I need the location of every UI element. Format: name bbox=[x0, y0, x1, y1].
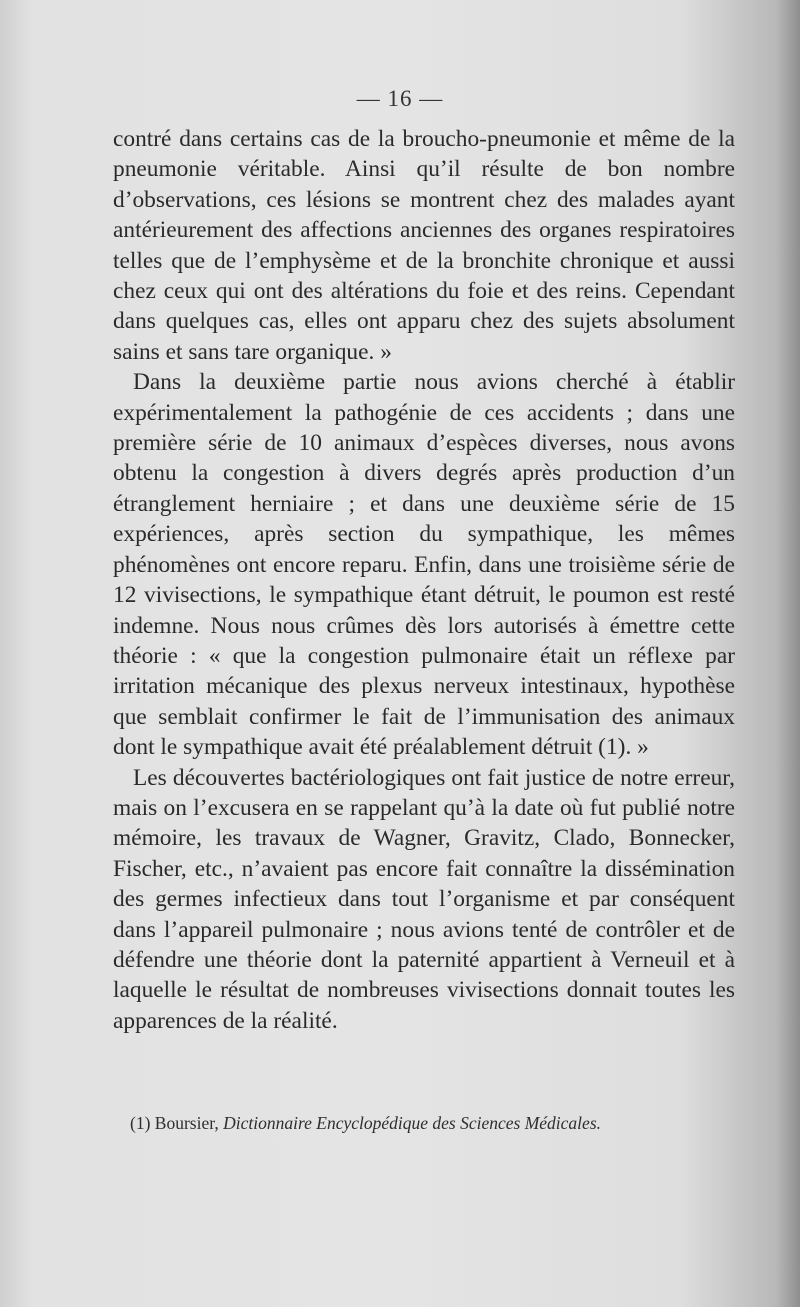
paragraph-3: Les découvertes bactériologiques ont fait justice de notre erreur, mais on l’excusera en se rappelant qu’à la date où fut publié notre mémoire, les travaux de Wagner, Gravitz, Clado, Bonnecker, Fischer, etc., n’avaient pas encore fait connaître la dissémination des germes infectieux dans tout l’organisme et par conséquent dans l’appareil pulmonaire ; nous avions tenté de contrôler et de défendre une théorie dont la paternité appartient à Verneuil et à laquelle le résultat de nombreuses vivisections donnait toutes les apparences de la réalité. bbox=[113, 764, 735, 1034]
page-number: — 16 — bbox=[356, 86, 444, 111]
footnote-title: Dictionnaire Encyclopédique des Sciences Médicales. bbox=[223, 1113, 601, 1133]
paragraph-1: contré dans certains cas de la broucho-pneumonie et même de la pneumonie véritable. Ainsi qu’il résulte de bon nombre d’observations, ces lésions se montrent chez des malades ayant antérieurement des affections anciennes des organes respiratoires telles que de l’emphysème et de la bronchite chronique et aussi chez ceux qui ont des altérations du foie et des reins. Cependant dans quelques cas, elles ont apparu chez des sujets absolument sains et sans tare organique. » bbox=[113, 126, 735, 365]
footnote-author: Boursier, bbox=[154, 1113, 219, 1133]
footnote bbox=[130, 1111, 740, 1135]
paragraph-2: Dans la deuxième partie nous avions cherché à établir expérimentalement la pathogénie de ces accidents ; dans une première série de 10 animaux d’espèces diverses, nous avons obtenu la congestion à divers degrés après production d’un étranglement herniaire ; et dans une deuxième série de 15 expériences, après section du sympathique, les mêmes phénomènes ont encore reparu. Enfin, dans une troisième série de 12 vivisections, le sympathique étant détruit, le poumon est resté indemne. Nous nous crûmes dès lors autorisés à émettre cette théorie : « que la congestion pulmonaire était un réflexe par irritation mécanique des plexus nerveux intestinaux, hypothèse que semblait confirmer le fait de l’immunisation des animaux dont le sympathique avait été préalablement détruit (1). » bbox=[113, 369, 735, 761]
body-text bbox=[113, 124, 735, 1036]
footnote-marker: (1) bbox=[130, 1113, 151, 1133]
